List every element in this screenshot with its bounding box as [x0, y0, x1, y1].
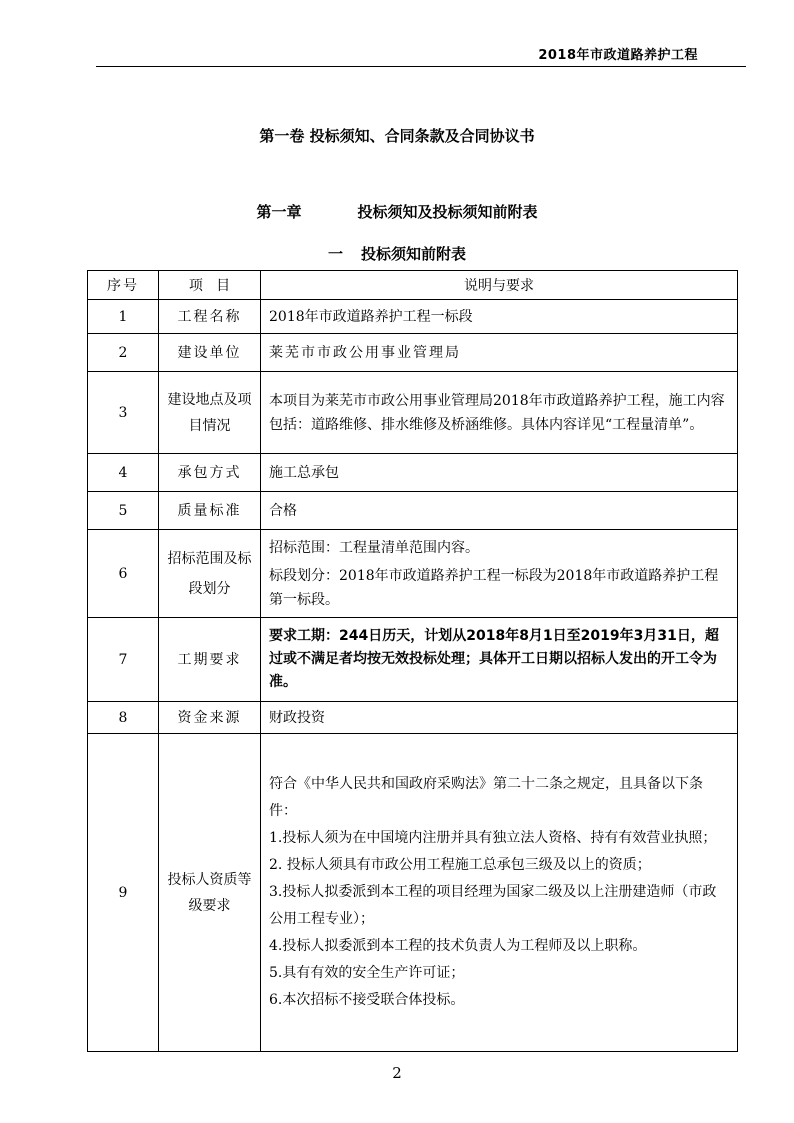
row-item: 资金来源 [159, 702, 261, 734]
section-number: 一 [327, 245, 343, 263]
row-no: 5 [88, 492, 159, 530]
row-item: 建设单位 [159, 334, 261, 372]
row-no: 6 [88, 530, 159, 618]
table-row [88, 702, 738, 734]
desc-line: 3.投标人拟委派到本工程的项目经理为国家二级及以上注册建造师（市政公用工程专业）； [269, 884, 717, 927]
desc-line: 莱芜市市政公用事业管理局 [269, 344, 461, 361]
table-row [88, 618, 738, 702]
chapter-number: 第一章 [256, 203, 302, 221]
row-desc [261, 492, 738, 530]
desc-line: 财政投资 [269, 709, 325, 726]
row-desc [261, 300, 738, 334]
desc-line: 符合《中华人民共和国政府采购法》第二十二条之规定，且具备以下条件： [269, 776, 703, 819]
row-no: 8 [88, 702, 159, 734]
bid-info-table [87, 270, 738, 1052]
desc-line: 标段划分：2018年市政道路养护工程一标段为2018年市政道路养护工程第一标段。 [269, 567, 719, 608]
row-item: 招标范围及标段划分 [159, 530, 261, 618]
table-row [88, 372, 738, 454]
desc-line: 施工总承包 [269, 464, 339, 481]
row-desc [261, 734, 738, 1052]
desc-line: 6.本次招标不接受联合体投标。 [269, 992, 465, 1008]
section-title [0, 243, 794, 264]
desc-line: 1.投标人须为在中国境内注册并具有独立法人资格、持有有效营业执照； [269, 830, 717, 846]
row-no: 1 [88, 300, 159, 334]
header-no: 序号 [88, 271, 159, 300]
desc-line: 招标范围：工程量清单范围内容。 [269, 539, 479, 556]
section-name: 投标须知前附表 [361, 245, 467, 263]
page-number: 2 [392, 1064, 402, 1082]
row-item: 质量标准 [159, 492, 261, 530]
row-no: 4 [88, 454, 159, 492]
desc-line: 2018年市政道路养护工程一标段 [269, 308, 473, 325]
row-desc [261, 454, 738, 492]
header-rule [96, 66, 746, 67]
row-desc [261, 702, 738, 734]
table-row [88, 334, 738, 372]
row-no: 3 [88, 372, 159, 454]
table-row [88, 530, 738, 618]
running-header: 2018年市政道路养护工程 [538, 48, 698, 63]
row-item: 工程名称 [159, 300, 261, 334]
volume-title: 第一卷 投标须知、合同条款及合同协议书 [259, 127, 535, 145]
table-header-row [88, 271, 738, 300]
desc-line: 要求工期：244日历天，计划从2018年8月1日至2019年3月31日，超过或不满足者均按无效投标处理；具体开工日期以招标人发出的开工令为准。 [269, 628, 719, 690]
row-desc [261, 530, 738, 618]
row-desc [261, 372, 738, 454]
table-row [88, 492, 738, 530]
row-item: 建设地点及项目情况 [159, 372, 261, 454]
desc-line: 4.投标人拟委派到本工程的技术负责人为工程师及以上职称。 [269, 938, 647, 954]
desc-line: 2. 投标人须具有市政公用工程施工总承包三级及以上的资质； [269, 857, 651, 873]
desc-line: 本项目为莱芜市市政公用事业管理局2018年市政道路养护工程，施工内容包括：道路维修、排水维修及桥涵维修。具体内容详见“工程量清单”。 [269, 392, 725, 433]
row-no: 7 [88, 618, 159, 702]
row-item: 承包方式 [159, 454, 261, 492]
row-item: 工期要求 [159, 618, 261, 702]
desc-line: 合格 [269, 502, 297, 519]
row-item: 投标人资质等级要求 [159, 734, 261, 1052]
desc-line: 5.具有有效的安全生产许可证； [269, 965, 465, 981]
row-desc [261, 334, 738, 372]
row-desc [261, 618, 738, 702]
header-desc: 说明与要求 [261, 271, 738, 300]
chapter-title [0, 201, 794, 222]
row-no: 2 [88, 334, 159, 372]
header-item: 项 目 [159, 271, 261, 300]
chapter-name: 投标须知及投标须知前附表 [357, 203, 538, 221]
table-row [88, 454, 738, 492]
table-row [88, 300, 738, 334]
table-row [88, 734, 738, 1052]
row-no: 9 [88, 734, 159, 1052]
